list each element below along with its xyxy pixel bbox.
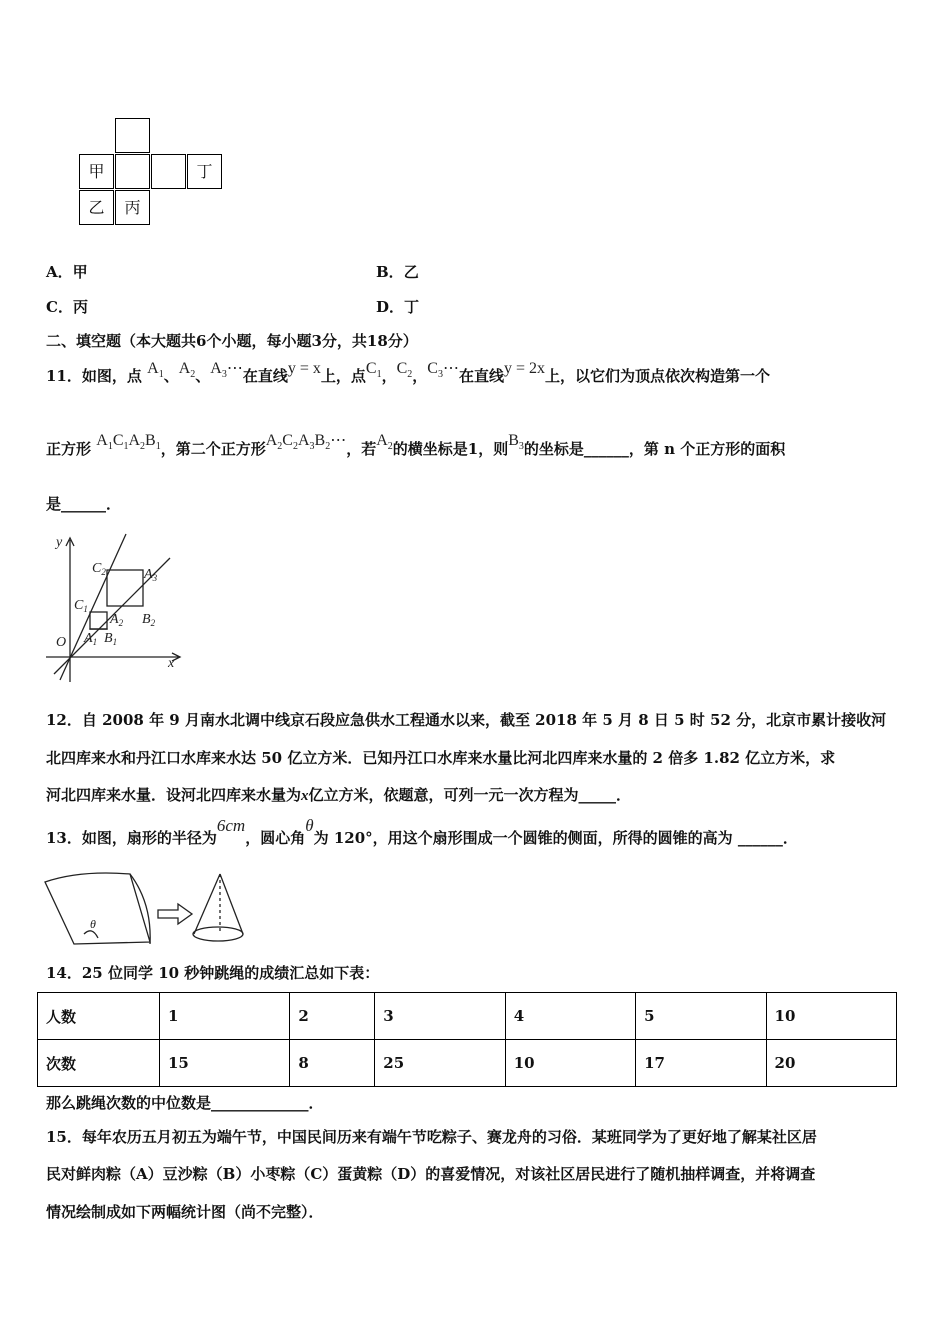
math-letter: A <box>210 360 222 377</box>
math-subscript: 2 <box>140 441 146 453</box>
math-letter: A <box>178 360 191 377</box>
math-letter: A <box>84 631 93 646</box>
q11-point-c3 <box>427 360 459 381</box>
math-letter: A <box>147 360 159 377</box>
q15-line2: 民对鲜肉粽（A）豆沙粽（B）小枣粽（C）蛋黄粽（D）的喜爱情况，对该社区居民进行了随机抽样调查，并将调查 <box>46 1165 816 1183</box>
option-text: 甲 <box>72 263 88 281</box>
right-arrow-icon <box>158 904 192 924</box>
q11-text: 的横坐标是1，则 <box>392 440 509 458</box>
math-letter: C <box>282 432 293 449</box>
math-subscript: 1 <box>158 369 164 381</box>
net-cell-top <box>115 118 150 153</box>
math-subscript: 2 <box>292 441 298 453</box>
q15-line1: 15．每年农历五月初五为端午节，中国民间历来有端午节吃粽子、赛龙舟的习俗．某班同学为了更好地了解某社区居 <box>46 1128 817 1146</box>
q11-line2 <box>46 432 786 470</box>
q13-text: ，圆心角 <box>245 829 306 847</box>
option-letter: A． <box>46 263 73 281</box>
math-letter: A <box>96 432 108 449</box>
math-letter: C <box>112 432 124 449</box>
option-letter: C． <box>46 298 73 316</box>
q13-figure <box>40 868 260 950</box>
q12-text: 河北四库来水量．设河北四库来水量为 <box>46 786 302 804</box>
net-cell-ding: 丁 <box>187 154 222 189</box>
q12-variable: x <box>301 788 309 804</box>
q14-after: 那么跳绳次数的中位数是_____________． <box>46 1094 324 1112</box>
q11-number: 11． <box>46 367 82 385</box>
table-cell: 4 <box>505 993 635 1040</box>
option-b <box>376 261 419 282</box>
option-text: 丁 <box>404 298 420 316</box>
q13-angle: θ <box>305 816 314 835</box>
math-letter: B <box>314 432 326 449</box>
option-letter: D． <box>376 298 405 316</box>
q11-line3: 是______． <box>46 495 122 513</box>
math-subscript: 1 <box>376 369 382 381</box>
math-letter: B <box>104 631 113 646</box>
math-subscript: 2 <box>325 441 331 453</box>
label-a2 <box>109 612 124 628</box>
table-cell: 1 <box>160 993 290 1040</box>
label-o: O <box>56 635 67 650</box>
math-letter: A <box>144 567 153 582</box>
section-heading: 二、填空题（本大题共6个小题，每小题3分，共18分） <box>46 332 418 350</box>
math-letter: B <box>142 612 151 627</box>
q11-point-a2-ref <box>376 432 393 453</box>
q13-text: 13．如图，扇形的半径为 <box>46 829 217 847</box>
table-row <box>38 993 897 1040</box>
q13-radius: 6cm <box>216 816 246 835</box>
table-header-cell: 人数 <box>38 993 160 1040</box>
math-subscript: 2 <box>277 441 283 453</box>
math-subscript: 3 <box>221 369 227 381</box>
q11-text: 在直线 <box>458 367 504 385</box>
math-letter: C <box>427 360 438 377</box>
math-subscript: 2 <box>407 369 413 381</box>
table-cell: 17 <box>636 1040 766 1087</box>
q11-text: 的坐标是______，第 n 个正方形的面积 <box>523 440 786 458</box>
cone-left <box>194 874 220 934</box>
q12-line1: 12．自 2008 年 9 月南水北调中线京石段应急供水工程通水以来，截至 2018 年 5 月 8 日 5 时 52 分，北京市累计接收河 <box>46 711 887 729</box>
angle-mark <box>84 931 98 938</box>
cone-base <box>193 927 243 941</box>
q11-point-a2 <box>178 360 196 381</box>
math-letter: A <box>110 612 119 627</box>
label-y: y <box>56 535 63 550</box>
math-letter: A <box>128 432 141 449</box>
q11-text: 在直线 <box>242 367 288 385</box>
math-subscript: 2 <box>150 618 156 628</box>
score-table <box>37 992 897 1087</box>
math-letter: C <box>365 360 377 377</box>
net-cell-middle <box>115 154 150 189</box>
q11-text: 上，点 <box>320 367 366 385</box>
table-cell: 8 <box>290 1040 375 1087</box>
option-d <box>376 296 419 317</box>
q13-line <box>46 818 798 858</box>
separator: 、 <box>163 367 179 385</box>
net-cell-blank <box>151 154 186 189</box>
q13-text: 为 120°，用这个扇形围成一个圆锥的侧面，所得的圆锥的高为 ______． <box>313 829 798 847</box>
q11-text: 正方形 <box>46 440 92 458</box>
label-a3 <box>143 567 158 583</box>
q11-square2 <box>265 432 347 453</box>
math-subscript: 3 <box>518 441 524 453</box>
math-subscript: 2 <box>118 618 124 628</box>
math-subscript: 2 <box>190 369 196 381</box>
label-c1 <box>74 598 88 614</box>
q11-point-a1 <box>147 360 164 381</box>
table-cell: 25 <box>375 1040 505 1087</box>
angle-label: θ <box>90 917 96 931</box>
option-letter: B． <box>376 263 404 281</box>
cone-right <box>220 874 243 934</box>
q11-text: ，第二个正方形 <box>160 440 266 458</box>
math-subscript: 1 <box>83 604 88 614</box>
ellipsis: ⋯ <box>330 432 347 449</box>
q11-point-b3 <box>508 432 524 453</box>
q11-line-eq2: y = 2x <box>503 360 545 377</box>
q11-point-c2 <box>396 360 413 381</box>
table-row <box>38 1040 897 1087</box>
q14-title: 14．25 位同学 10 秒钟跳绳的成绩汇总如下表： <box>46 964 380 982</box>
q15-line3: 情况绘制成如下两幅统计图（尚不完整）． <box>46 1203 324 1221</box>
q11-square1 <box>96 432 161 453</box>
option-a <box>46 261 88 282</box>
math-subscript: 1 <box>107 441 113 453</box>
math-letter: A <box>297 432 310 449</box>
q11-point-a3 <box>210 360 243 381</box>
option-text: 乙 <box>403 263 419 281</box>
q11-figure <box>40 532 190 684</box>
math-subscript: 3 <box>437 369 443 381</box>
sector <box>45 873 150 944</box>
math-letter: A <box>376 432 388 449</box>
math-subscript: 3 <box>309 441 315 453</box>
math-subscript: 2 <box>387 441 393 453</box>
table-cell: 20 <box>766 1040 896 1087</box>
table-cell: 10 <box>505 1040 635 1087</box>
math-subscript: 1 <box>92 637 98 647</box>
table-cell: 2 <box>290 993 375 1040</box>
table-header-cell: 次数 <box>38 1040 160 1087</box>
net-cell-bing: 丙 <box>115 190 150 225</box>
q12-text: 亿立方米，依题意，可列一元一次方程为_____． <box>308 786 632 804</box>
separator: ， <box>381 367 397 385</box>
math-letter: B <box>508 432 519 449</box>
math-subscript: 3 <box>152 573 158 583</box>
net-cell-jia: 甲 <box>79 154 114 189</box>
math-subscript: 1 <box>123 441 129 453</box>
math-letter: C <box>396 360 408 377</box>
label-c2 <box>92 561 106 577</box>
math-letter: B <box>145 432 156 449</box>
q11-text: 上，以它们为顶点依次构造第一个 <box>545 367 771 385</box>
label-b2 <box>142 612 156 628</box>
option-c <box>46 296 88 317</box>
table-cell: 10 <box>766 993 896 1040</box>
q11-line-eq1: y = x <box>287 360 321 377</box>
math-letter: C <box>74 598 84 613</box>
q12-line3 <box>46 784 631 805</box>
math-subscript: 2 <box>101 567 106 577</box>
net-cell-yi: 乙 <box>79 190 114 225</box>
q12-line2: 北四库来水和丹江口水库来水达 50 亿立方米．已知丹江口水库来水量比河北四库来水量的 2 倍多 1.82 亿立方米，求 <box>46 749 836 767</box>
square-2 <box>107 570 143 606</box>
table-cell: 15 <box>160 1040 290 1087</box>
math-letter: A <box>265 432 278 449</box>
math-subscript: 1 <box>155 441 161 453</box>
table-cell: 3 <box>375 993 505 1040</box>
label-x: x <box>168 656 175 671</box>
q11-line1 <box>46 362 770 397</box>
label-b1 <box>104 631 117 647</box>
ellipsis: ⋯ <box>226 360 243 377</box>
option-text: 丙 <box>72 298 88 316</box>
separator: 、 <box>195 367 211 385</box>
table-cell: 5 <box>636 993 766 1040</box>
q11-text: 如图，点 <box>81 367 142 385</box>
math-subscript: 1 <box>112 637 118 647</box>
separator: ， <box>412 367 428 385</box>
math-letter: C <box>92 561 102 576</box>
ellipsis: ⋯ <box>442 360 459 377</box>
q11-text: ，若 <box>346 440 377 458</box>
q11-point-c1 <box>365 360 382 381</box>
square-1 <box>90 612 107 629</box>
